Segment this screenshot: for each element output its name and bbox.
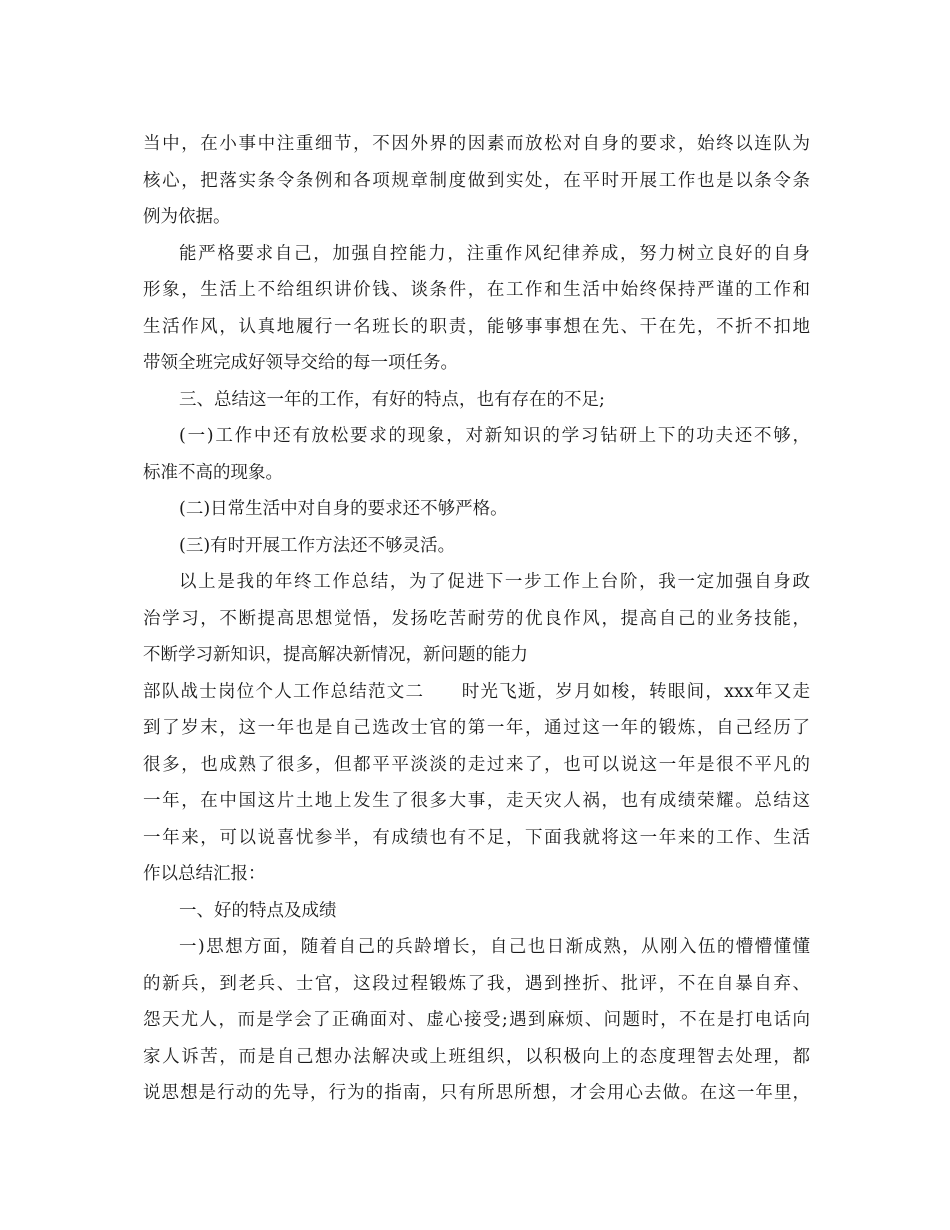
text-line: 不断学习新知识，提高解决新情况，新问题的能力 (143, 645, 528, 665)
text-line: 带领全班完成好领导交给的每一项任务。 (143, 353, 458, 373)
text-line: 生活作风，认真地履行一名班长的职责，能够事事想在先、干在先，不折不扣地 (143, 316, 810, 337)
text-line: 到了岁末，这一年也是自己选改士官的第一年，通过这一年的锻炼，自己经历了 (143, 718, 810, 738)
section-heading: 一、好的特点及成绩 (179, 900, 337, 921)
document-body (143, 126, 810, 1112)
paragraph-first-line: 以上是我的年终工作总结，为了促进下一步工作上台阶，我一定加强自身政 (179, 572, 810, 592)
text-line: 说思想是行动的先导，行为的指南，只有所思所想，才会用心去做。在这一年里， (143, 1083, 810, 1103)
text-line: 一年，在中国这片土地上发生了很多大事，走天灾人祸，也有成绩荣耀。总结这 (143, 791, 810, 811)
text-line: 形象，生活上不给组织讲价钱、谈条件，在工作和生活中始终保持严谨的工作和 (143, 280, 810, 300)
text-line: 治学习，不断提高思想觉悟，发扬吃苦耐劳的优良作风，提高自己的业务技能， (143, 608, 810, 629)
text-line: 怨天尤人，而是学会了正确面对、虚心接受;遇到麻烦、问题时，不在是打电话向 (143, 1010, 810, 1030)
text-line: 很多，也成熟了很多，但都平平淡淡的走过来了，也可以说这一年是很不平凡的 (143, 754, 810, 775)
list-item: (一)工作中还有放松要求的现象，对新知识的学习钻研上下的功夫还不够， (179, 426, 810, 446)
text-line: 作以总结汇报： (143, 864, 266, 884)
list-item: (二)日常生活中对自身的要求还不够严格。 (179, 499, 508, 519)
paragraph-first-line: 能严格要求自己，加强自控能力，注重作风纪律养成，努力树立良好的自身 (179, 243, 810, 264)
text-line: 家人诉苦，而是自己想办法解决或上班组织，以积极向上的态度理智去处理，都 (143, 1046, 810, 1067)
section-heading: 三、总结这一年的工作，有好的特点，也有存在的不足; (179, 389, 605, 410)
text-line: 例为依据。 (143, 207, 231, 227)
text-line: 标准不高的现象。 (143, 462, 283, 483)
article-title-line: 部队战士岗位个人工作总结范文二 时光飞逝，岁月如梭，转眼间，xxx年又走 (143, 681, 810, 702)
text-line: 的新兵，到老兵、士官，这段过程锻炼了我，遇到挫折、批评，不在自暴自弃、 (143, 973, 810, 994)
text-line: 当中，在小事中注重细节，不因外界的因素而放松对自身的要求，始终以连队为 (143, 134, 810, 154)
text-line: 核心，把落实条令条例和各项规章制度做到实处，在平时开展工作也是以条令条 (143, 170, 810, 191)
text-line: 一年来，可以说喜忧参半，有成绩也有不足，下面我就将这一年来的工作、生活 (143, 827, 810, 848)
list-item: (三)有时开展工作方法还不够灵活。 (179, 535, 456, 556)
paragraph-first-line: 一)思想方面，随着自己的兵龄增长，自己也日渐成熟，从刚入伍的懵懵懂懂 (179, 937, 810, 957)
